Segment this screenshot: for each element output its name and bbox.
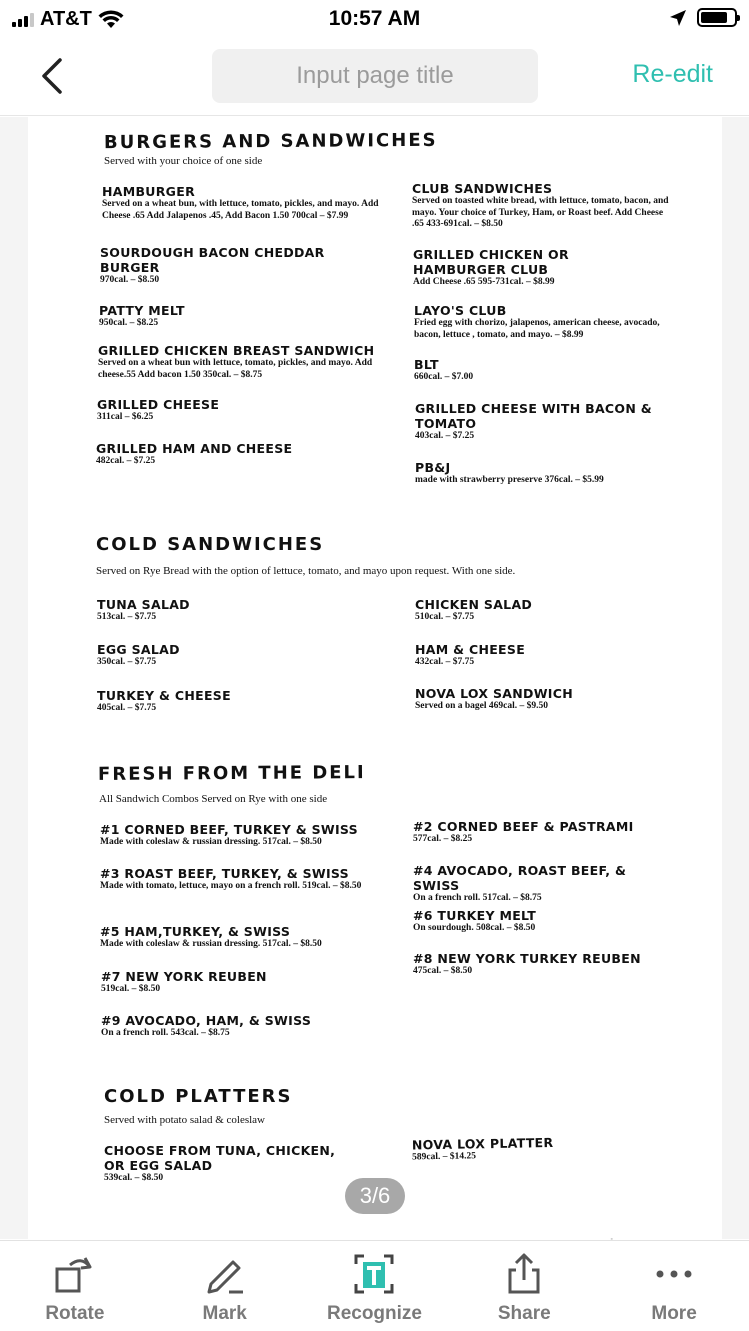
rotate-button[interactable]	[0, 1241, 150, 1331]
location-icon	[669, 9, 687, 27]
menu-item: BLT 660cal. – $7.00	[414, 357, 474, 382]
section-subtitle-platters: Served with potato salad & coleslaw	[104, 1114, 265, 1126]
mark-label: Mark	[202, 1303, 247, 1324]
menu-item: #2 CORNED BEEF & PASTRAMI 577cal. – $8.25	[413, 819, 634, 844]
bottom-toolbar	[0, 1240, 749, 1331]
rotate-icon	[53, 1252, 97, 1296]
share-icon	[502, 1252, 546, 1296]
document-viewer[interactable]	[0, 117, 749, 1239]
menu-item: PATTY MELT 950cal. – $8.25	[99, 303, 185, 328]
menu-item: GRILLED CHICKEN BREAST SANDWICH Served on a wheat bun with lettuce, tomato, pickles, and mayo. Add cheese.55 Add bacon 1.50 350cal. – $8.75	[98, 343, 375, 380]
menu-item: HAM & CHEESE 432cal. – $7.75	[415, 642, 526, 667]
more-label: More	[651, 1303, 697, 1324]
menu-item: NOVA LOX PLATTER 589cal. – $14.25	[411, 1134, 554, 1163]
rotate-label: Rotate	[45, 1303, 105, 1324]
clock: 10:57 AM	[328, 7, 421, 30]
page-indicator: 3/6	[345, 1178, 405, 1214]
section-title-burgers: BURGERS AND SANDWICHES	[103, 129, 438, 154]
menu-item: TURKEY & CHEESE 405cal. – $7.75	[97, 688, 231, 713]
menu-item: GRILLED CHEESE WITH BACON & TOMATO 403cal. – $7.25	[415, 401, 652, 441]
menu-item: #8 NEW YORK TURKEY REUBEN 475cal. – $8.50	[413, 951, 641, 976]
more-dots-icon	[652, 1252, 696, 1296]
battery-icon	[697, 8, 737, 27]
mark-button[interactable]	[150, 1241, 300, 1331]
menu-item: CHICKEN SALAD 510cal. – $7.75	[415, 597, 533, 622]
share-label: Share	[497, 1303, 551, 1324]
menu-item: CLUB SANDWICHES Served on toasted white bread, with lettuce, tomato, bacon, and mayo. Your choice of Turkey, Ham, or Roast beef. Add Cheese .65 433-691cal. – $8.50	[412, 181, 669, 229]
status-bar	[0, 0, 749, 40]
pencil-icon	[203, 1252, 247, 1296]
section-title-deli: FRESH FROM THE DELI	[97, 762, 366, 785]
menu-item: GRILLED CHICKEN OR HAMBURGER CLUB Add Cheese .65 595-731cal. – $8.99	[413, 247, 569, 287]
menu-item: CHOOSE FROM TUNA, CHICKEN, OR EGG SALAD 539cal. – $8.50	[104, 1143, 336, 1183]
menu-item: HAMBURGER Served on a wheat bun, with lettuce, tomato, pickles, and mayo. Add Cheese .65 Add Jalapenos .45, Add Bacon 1.50 700cal – $7.99	[102, 184, 379, 221]
section-title-platters: COLD PLATTERS	[104, 1086, 293, 1107]
nav-bar	[0, 40, 749, 116]
menu-item: #4 AVOCADO, ROAST BEEF, & SWISS On a french roll. 517cal. – $8.75	[413, 863, 627, 903]
reedit-button[interactable]: Re-edit	[632, 60, 713, 88]
section-subtitle-deli: All Sandwich Combos Served on Rye with one side	[99, 793, 328, 805]
section-subtitle-cold: Served on Rye Bread with the option of lettuce, tomato, and mayo upon request. With one side.	[96, 565, 516, 577]
menu-item: LAYO'S CLUB Fried egg with chorizo, jalapenos, american cheese, avocado, bacon, lettuce , tomato, and mayo. – $8.99	[414, 303, 660, 340]
menu-item: NOVA LOX SANDWICH Served on a bagel 469cal. – $9.50	[415, 686, 573, 711]
page-title-input[interactable]	[212, 49, 538, 103]
more-button[interactable]	[599, 1241, 749, 1331]
share-button[interactable]	[449, 1241, 599, 1331]
menu-item: #3 ROAST BEEF, TURKEY, & SWISS Made with tomato, lettuce, mayo on a french roll. 519cal. – $8.50	[100, 866, 362, 891]
recognize-button[interactable]	[300, 1241, 450, 1331]
menu-item: PB&J made with strawberry preserve 376cal. – $5.99	[415, 460, 604, 485]
recognize-label: Recognize	[326, 1303, 422, 1324]
carrier-label: AT&T	[40, 8, 92, 30]
chevron-left-icon	[41, 58, 63, 94]
section-subtitle-burgers: Served with your choice of one side	[104, 155, 263, 167]
scanned-page	[28, 117, 722, 1239]
menu-item: #7 NEW YORK REUBEN 519cal. – $8.50	[101, 969, 267, 994]
menu-item: SOURDOUGH BACON CHEDDAR BURGER 970cal. – $8.50	[100, 245, 325, 285]
menu-item: EGG SALAD 350cal. – $7.75	[97, 642, 180, 667]
status-right	[669, 8, 737, 27]
menu-item: GRILLED HAM AND CHEESE 482cal. – $7.25	[96, 441, 293, 466]
menu-item: #6 TURKEY MELT On sourdough. 508cal. – $8.50	[413, 908, 537, 933]
menu-item: TUNA SALAD 513cal. – $7.75	[97, 597, 190, 622]
menu-item: GRILLED CHEESE 311cal – $6.25	[97, 397, 220, 422]
section-title-cold: COLD SANDWICHES	[96, 534, 325, 555]
menu-item: #5 HAM,TURKEY, & SWISS Made with coleslaw & russian dressing. 517cal. – $8.50	[100, 924, 322, 949]
back-button[interactable]	[30, 54, 74, 98]
menu-item: #9 AVOCADO, HAM, & SWISS On a french roll. 543cal. – $8.75	[101, 1013, 312, 1038]
text-recognize-icon	[352, 1252, 396, 1296]
menu-item: #1 CORNED BEEF, TURKEY & SWISS Made with coleslaw & russian dressing. 517cal. – $8.50	[100, 822, 358, 847]
